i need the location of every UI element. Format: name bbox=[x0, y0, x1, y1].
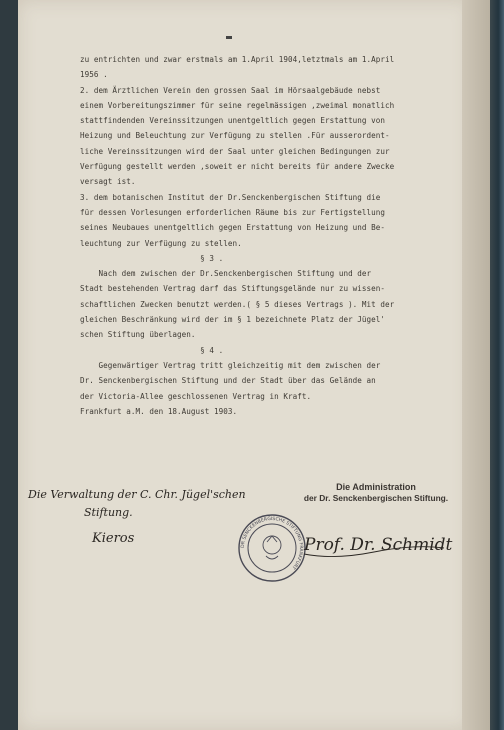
text-line: liche Vereinssitzungen wird der Saal unter gleichen Bedingungen zur bbox=[80, 146, 390, 156]
text-line: Gegenwärtiger Vertrag tritt gleichzeitig mit dem zwischen der bbox=[80, 360, 381, 370]
text-line: stattfindenden Vereinssitzungen unentgeltlich gegen Erstattung von bbox=[80, 116, 386, 126]
text-line: Verfügung gestellt werden ,soweit er nicht bereits für andere Zwecke bbox=[80, 162, 395, 172]
section-heading: § 3 . bbox=[80, 253, 224, 263]
background-edge bbox=[490, 0, 504, 730]
admin-line2: der Dr. Senckenbergischen Stiftung. bbox=[303, 493, 449, 503]
page-mark bbox=[226, 36, 232, 39]
admin-line1: Die Administration bbox=[336, 482, 416, 492]
left-signature-line2: Stiftung. bbox=[84, 506, 133, 519]
document-body bbox=[80, 52, 460, 419]
text-line: schaftlichen Zwecken benutzt werden.( § 5 dieses Vertrags ). Mit der bbox=[80, 299, 395, 309]
section-heading: § 4 . bbox=[80, 345, 224, 355]
right-signature-text: Prof. Dr. Schmidt bbox=[304, 535, 453, 555]
text-line: schen Stiftung überlagen. bbox=[80, 330, 196, 340]
text-line: Stadt bestehenden Vertrag darf das Stiftungsgelände nur zu wissen- bbox=[80, 284, 386, 294]
text-line: seines Neubaues unentgeltlich gegen Erstattung von Heizung und Be- bbox=[80, 223, 386, 233]
left-signature-block bbox=[28, 486, 258, 548]
text-line: 3. dem botanischen Institut der Dr.Senckenbergischen Stiftung die bbox=[80, 192, 381, 202]
svg-text:DR SENCKENBERGISCHE STIFTUNG F: DR SENCKENBERGISCHE STIFTUNG FRANKFURT bbox=[240, 516, 304, 570]
text-line: gleichen Beschränkung wird der im § 1 bezeichnete Platz der Jügel' bbox=[80, 315, 386, 325]
text-line: zu entrichten und zwar erstmals am 1.April 1904,letztmals am 1.April bbox=[80, 55, 395, 64]
text-line: Dr. Senckenbergischen Stiftung und der Stadt über das Gelände an bbox=[80, 376, 376, 386]
text-line: einem Vorbereitungszimmer für seine regelmässigen ,zweimal monatlich bbox=[80, 100, 395, 110]
administration-stamp bbox=[296, 482, 456, 504]
right-signature bbox=[298, 520, 458, 564]
underlying-sheet bbox=[462, 0, 492, 730]
text-line: leuchtung zur Verfügung zu stellen. bbox=[80, 238, 242, 248]
left-signature-line1: Die Verwaltung der C. Chr. Jügel'schen bbox=[28, 488, 246, 501]
text-line: Heizung und Beleuchtung zur Verfügung zu stellen .Für ausserordent- bbox=[80, 131, 390, 141]
text-line: Nach dem zwischen der Dr.Senckenbergischen Stiftung und der bbox=[80, 269, 372, 279]
date-line: Frankfurt a.M. den 18.August 1903. bbox=[80, 406, 238, 416]
text-line: versagt ist. bbox=[80, 177, 136, 187]
text-line: 1956 . bbox=[80, 70, 108, 80]
text-line: für dessen Vorlesungen erforderlichen Räume bis zur Fertigstellung bbox=[80, 207, 386, 217]
text-line: 2. dem Ärztlichen Verein den grossen Saal im Hörsaalgebäude nebst bbox=[80, 85, 381, 95]
text-line: der Victoria-Allee geschlossenen Vertrag in Kraft. bbox=[80, 391, 312, 401]
left-signature-name: Kieros bbox=[92, 531, 135, 546]
